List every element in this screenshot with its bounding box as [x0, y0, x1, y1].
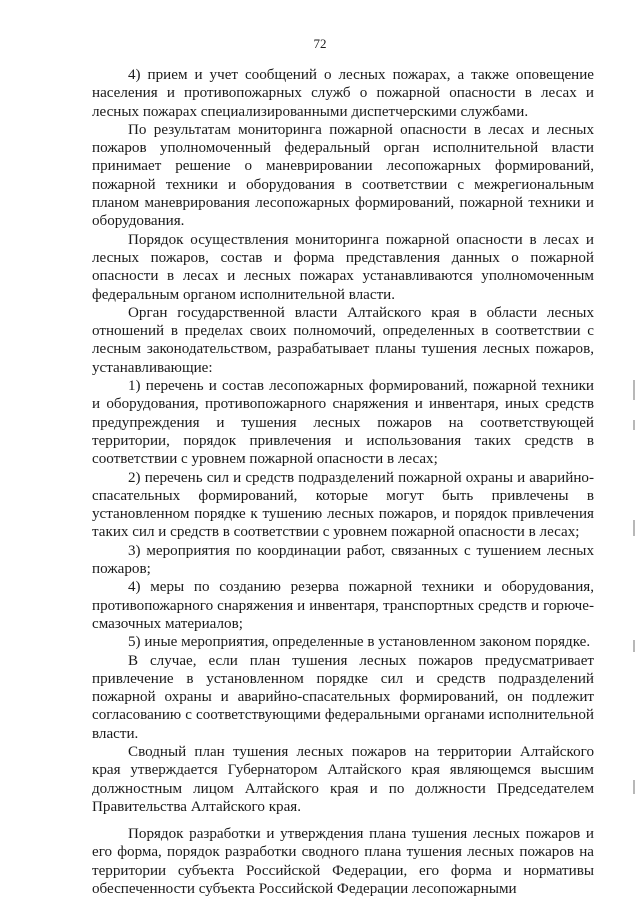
page-number: 72 [313, 36, 327, 51]
document-body [92, 66, 594, 898]
list-item-4: 4) меры по созданию резерва пожарной техники и оборудования, противопожарного снаряжения и инвентаря, транспортных средств и горюче-смазочных материалов; [92, 579, 594, 632]
paragraph-coordination: В случае, если план тушения лесных пожаров предусматривает привлечение в установленном порядке сил и средств подразделений пожарной охраны и аварийно-спасательных формирований, он подлежит согласованию с соответствующими федеральными органами исполнительной власти. [92, 652, 594, 742]
scan-margin-marks [633, 380, 636, 860]
list-item-5: 5) иные мероприятия, определенные в установленном законом порядке. [128, 634, 591, 651]
paragraph-monitoring-procedure: Порядок осуществления мониторинга пожарной опасности в лесах и лесных пожаров, состав и форма представления данных о пожарной опасности в лесах и лесных пожарах устанавливаются уполномоченным федеральным органом исполнительной власти. [92, 231, 594, 303]
paragraph-consolidated-plan: Сводный план тушения лесных пожаров на территории Алтайского края утверждается Губернатором Алтайского края являющемся высшим должностным лицом Алтайского края и по должности Председателем Правительства Алтайского края. [92, 743, 594, 815]
paragraph-monitoring-results: По результатам мониторинга пожарной опасности в лесах и лесных пожаров уполномоченный федеральный орган исполнительной власти принимает решение о маневрировании лесопожарных формирований, пожарной техники и оборудования в соответствии с межрегиональным планом маневрирования лесопожарных формирований, пожарной техники и оборудования. [92, 121, 594, 230]
list-item-3: 3) мероприятия по координации работ, связанных с тушением лесных пожаров; [92, 542, 594, 578]
paragraph-plan-procedure: Порядок разработки и утверждения плана тушения лесных пожаров и его форма, порядок разработки сводного плана тушения лесных пожаров на территории субъекта Российской Федерации, его форма и нормативы обеспеченности субъекта Российской Федерации лесопожарными [92, 826, 594, 898]
list-item-2: 2) перечень сил и средств подразделений пожарной охраны и аварийно-спасательных формирований, которые могут быть привлечены в установленном порядке к тушению лесных пожаров, и порядок привлечения таких сил и средств в соответствии с уровнем пожарной опасности в лесах; [92, 469, 594, 541]
paragraph-altai-authority: Орган государственной власти Алтайского края в области лесных отношений в пределах своих полномочий, определенных в соответствии с лесным законодательством, разрабатывает планы тушения лесных пожаров, устанавливающие: [92, 304, 594, 376]
paragraph-item-4: 4) прием и учет сообщений о лесных пожарах, а также оповещение населения и противопожарных служб о пожарной опасности в лесах и лесных пожарах специализированными диспетчерскими службами. [92, 67, 594, 120]
list-item-1: 1) перечень и состав лесопожарных формирований, пожарной техники и оборудования, противопожарного снаряжения и инвентаря, иных средств предупреждения и тушения лесных пожаров на соответствующей территории, порядок привлечения и использования таких средств в соответствии с уровнем пожарной опасности в лесах; [92, 378, 594, 468]
